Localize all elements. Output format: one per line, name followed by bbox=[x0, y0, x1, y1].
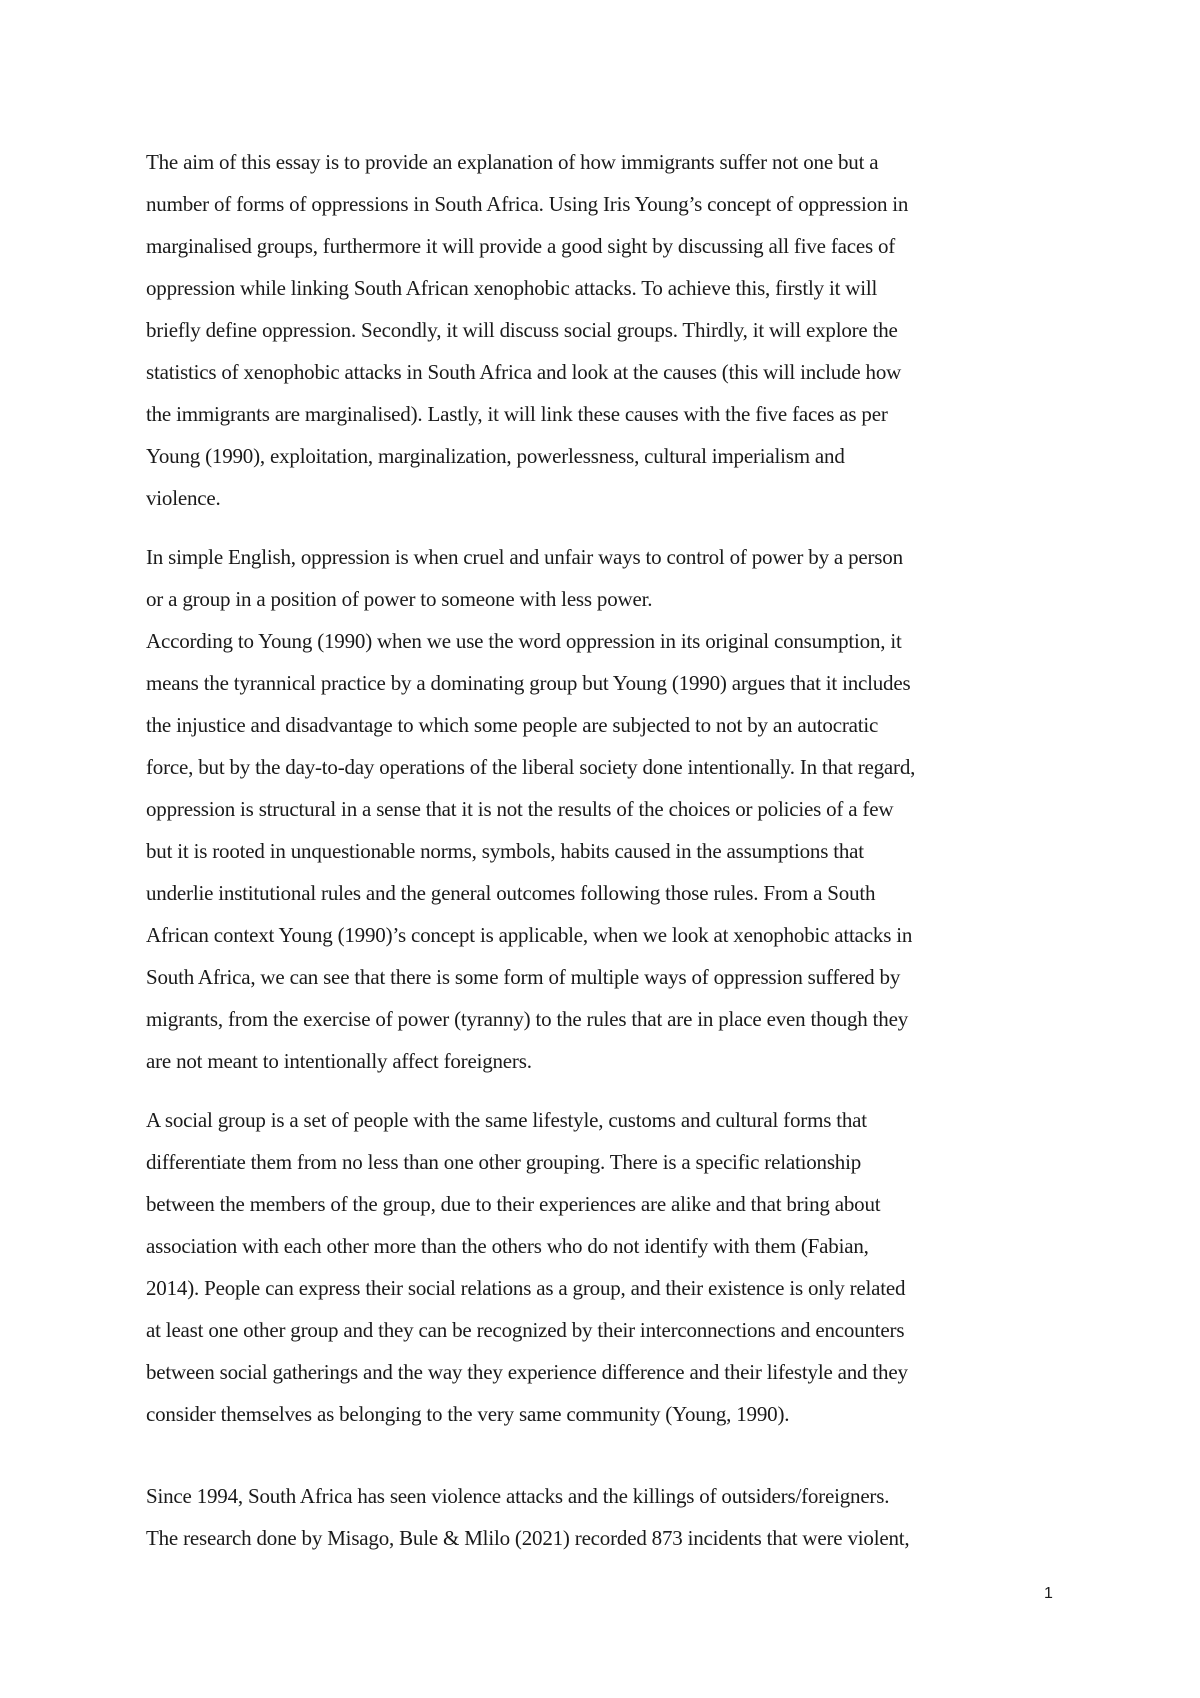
text-line: underlie institutional rules and the general outcomes following those rules. From a South bbox=[146, 881, 876, 905]
text-line: means the tyrannical practice by a dominating group but Young (1990) argues that it includes bbox=[146, 671, 911, 695]
text-line: violence. bbox=[146, 486, 221, 510]
text-line: between social gatherings and the way they experience difference and their lifestyle and they bbox=[146, 1360, 908, 1384]
text-line: In simple English, oppression is when cruel and unfair ways to control of power by a person bbox=[146, 545, 903, 569]
text-line: According to Young (1990) when we use the word oppression in its original consumption, it bbox=[146, 629, 902, 653]
text-line: are not meant to intentionally affect foreigners. bbox=[146, 1049, 532, 1073]
text-line: 2014). People can express their social relations as a group, and their existence is only related bbox=[146, 1276, 906, 1300]
text-line: statistics of xenophobic attacks in South Africa and look at the causes (this will include how bbox=[146, 360, 902, 384]
text-line: oppression while linking South African xenophobic attacks. To achieve this, firstly it will bbox=[146, 276, 878, 300]
text-line: migrants, from the exercise of power (tyranny) to the rules that are in place even though they bbox=[146, 1007, 909, 1031]
text-line: or a group in a position of power to someone with less power. bbox=[146, 587, 653, 611]
text-line: oppression is structural in a sense that it is not the results of the choices or policies of a few bbox=[146, 797, 894, 821]
text-line: Young (1990), exploitation, marginalization, powerlessness, cultural imperialism and bbox=[146, 444, 845, 468]
text-line: between the members of the group, due to their experiences are alike and that bring about bbox=[146, 1192, 881, 1216]
text-line: the immigrants are marginalised). Lastly, it will link these causes with the five faces as per bbox=[146, 402, 888, 426]
text-line: at least one other group and they can be recognized by their interconnections and encounters bbox=[146, 1318, 905, 1342]
page-number: 1 bbox=[1044, 1585, 1053, 1602]
text-line: The aim of this essay is to provide an explanation of how immigrants suffer not one but a bbox=[146, 150, 879, 174]
text-line: but it is rooted in unquestionable norms, symbols, habits caused in the assumptions that bbox=[146, 839, 864, 863]
text-line: African context Young (1990)’s concept is applicable, when we look at xenophobic attacks in bbox=[146, 923, 913, 947]
text-line: A social group is a set of people with the same lifestyle, customs and cultural forms that bbox=[146, 1108, 867, 1132]
text-line: association with each other more than the others who do not identify with them (Fabian, bbox=[146, 1234, 869, 1258]
text-line: Since 1994, South Africa has seen violence attacks and the killings of outsiders/foreigners. bbox=[146, 1484, 890, 1508]
text-line: South Africa, we can see that there is some form of multiple ways of oppression suffered by bbox=[146, 965, 901, 989]
text-line: number of forms of oppressions in South Africa. Using Iris Young’s concept of oppression in bbox=[146, 192, 909, 216]
text-line: the injustice and disadvantage to which some people are subjected to not by an autocratic bbox=[146, 713, 879, 737]
text-line: force, but by the day-to-day operations of the liberal society done intentionally. In that regard, bbox=[146, 755, 916, 779]
text-line: marginalised groups, furthermore it will provide a good sight by discussing all five faces of bbox=[146, 234, 896, 258]
text-line: differentiate them from no less than one other grouping. There is a specific relationship bbox=[146, 1150, 862, 1174]
text-line: The research done by Misago, Bule & Mlilo (2021) recorded 873 incidents that were violent, bbox=[146, 1526, 910, 1550]
text-line: consider themselves as belonging to the very same community (Young, 1990). bbox=[146, 1402, 790, 1426]
text-line: briefly define oppression. Secondly, it will discuss social groups. Thirdly, it will explore the bbox=[146, 318, 898, 342]
